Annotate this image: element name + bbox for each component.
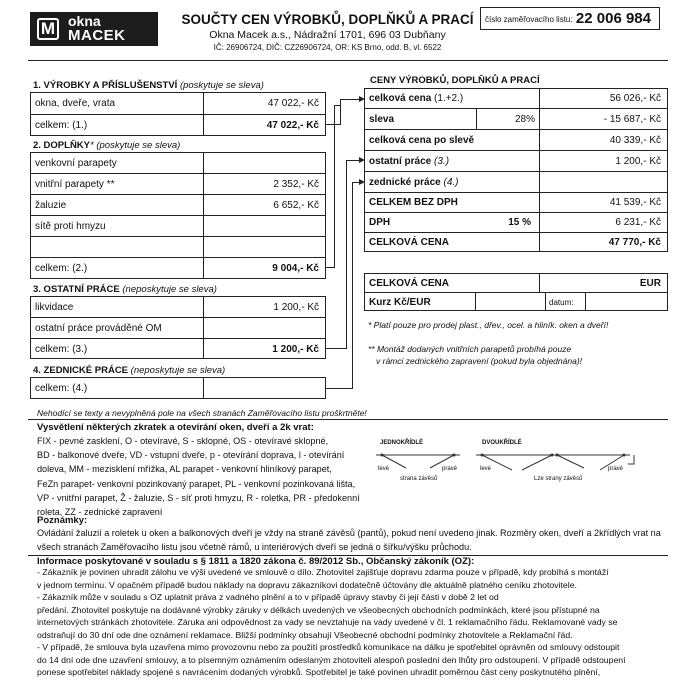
summary-discount-percent[interactable]: 28%: [514, 113, 535, 125]
summary-other-work-label-text: ostatní práce: [369, 155, 432, 167]
legend-hinge-label: strana závěsů: [400, 476, 438, 482]
s3-total-value: 1 200,- Kč: [272, 343, 319, 355]
summary-row-other-work: [365, 151, 667, 172]
legend-double-title: DVOUKŘÍDLÉ: [482, 440, 522, 446]
section-1-table: [30, 92, 326, 136]
notes-line: Ovládání žaluzií a roletek u oken a balkonových dveří je vždy na straně závěsů (pantů), pokud není uvedeno jinak. Rozměry oken, dveří a 2křídlých vrat na: [37, 528, 661, 538]
notes-line: všech stranách Zaměřovacího listu jsou včetně rámů, u interiérových dveří se jedná o šířku/výšku průchodu.: [37, 542, 472, 553]
section-2-row: [31, 216, 325, 237]
abbr-title: Vysvětlení některých zkratek a otevírání oken, dveří a 2k vrat:: [37, 422, 314, 433]
s2-row-label: žaluzie: [35, 199, 67, 211]
s3-row-label: likvidace: [35, 301, 74, 313]
document-title: SOUČTY CEN VÝROBKŮ, DOPLŇKŮ A PRACÍ: [181, 12, 474, 27]
section-3-row: [31, 318, 325, 339]
summary-other-work-label: [365, 151, 453, 171]
sheet-number-label: číslo zaměřovacího listu:: [485, 15, 573, 24]
s2-row-label: sítě proti hmyzu: [35, 220, 106, 232]
summary-row-total: [365, 89, 667, 109]
section-2-row: [31, 153, 325, 174]
s2-row-value[interactable]: 2 352,- Kč: [273, 178, 319, 190]
section-4-total-row: [31, 378, 325, 398]
legend-left-label: levé: [378, 466, 390, 472]
notes-title: Poznámky:: [37, 515, 88, 526]
summary-after-discount-value: 40 339,- Kč: [609, 134, 661, 146]
section-2-row: [31, 174, 325, 195]
date-value[interactable]: [585, 293, 667, 311]
section-1-title: [33, 80, 264, 91]
section-4-title-note: (neposkytuje se sleva): [130, 365, 226, 376]
summary-vat-value: 6 231,- Kč: [615, 217, 661, 228]
section-3-table: [30, 296, 326, 359]
summary-row-after-discount: [365, 130, 667, 151]
section-4-table: [30, 377, 326, 399]
company-ids: IČ: 26906724, DIČ: CZ26906724, OR: KS Brno, odd. B, vl. 6522: [213, 43, 442, 52]
s2-row-value[interactable]: [315, 153, 325, 173]
legend-double-hinge-label: Lze strany závěsů: [534, 476, 583, 482]
section-3-title-note: (neposkytuje se sleva): [122, 284, 217, 295]
summary-grand-total-label: CELKOVÁ CENA: [369, 237, 450, 248]
summary-grand-total-value: 47 770,- Kč: [608, 237, 661, 248]
sheet-number-value: 22 006 984: [575, 10, 651, 27]
eur-row: [365, 274, 667, 293]
section-1-title-note: (poskytuje se sleva): [179, 80, 264, 91]
legal-info-line: - V případě, že smlouva byla uzavřena mimo provozovnu nebo za použití prostředků komunikace na dálku je spotřebitel oprávněn od smlouvy odstoupit: [37, 642, 620, 652]
header-divider: [28, 60, 668, 61]
summary-row-vat: [365, 213, 667, 233]
section-2-total-row: [31, 258, 325, 279]
summary-row-masonry: [365, 172, 667, 193]
abbr-line: BD - balkonové dveře, VD - vstupní dveře, p - otevírání doprava, l - otevírání: [37, 450, 345, 461]
summary-other-work-value: 1 200,- Kč: [615, 155, 661, 167]
summary-without-vat-label: CELKEM BEZ DPH: [369, 197, 458, 208]
section-2-table: [30, 152, 326, 279]
s3-row-label: ostatní práce prováděné OM: [35, 322, 162, 334]
legal-info-line: ponese spotřebitel náklady spojené s navrácením dodaných výrobků. Spotřebitel je také povinen uhradit poměrnou část ceny poskytnutého plnění,: [37, 667, 601, 677]
note-sills-1: ** Montáž dodaných vnitřních parapetů probíhá pouze: [368, 344, 572, 354]
legal-info-line: - Zákazník může v souladu s OZ uplatnit práva z vadného plnění a to v případě úpravy stavby či její části v době 2 let od: [37, 592, 499, 602]
legal-info-line: v jednom termínu. V opačném případě budou náklady na dopravu zákazníkovi dodatečně účtovány dle aktuálně platného ceníku zhotovitele.: [37, 579, 577, 590]
section-2-title-text: 2. DOPLŇKY: [33, 140, 91, 151]
date-label: datum:: [549, 297, 574, 307]
summary-masonry-note: (4.): [443, 176, 459, 188]
sheet-number-box: [480, 7, 660, 30]
notes-text: [37, 526, 668, 554]
s2-row-value[interactable]: 6 652,- Kč: [273, 199, 319, 211]
legal-info-line: internetových stránkách zhotovitele. Záruka ani odpovědnost za vady se nevztahuje na vady uvedené v čl. 1 reklamačního řádu. Reklamované vady se: [37, 617, 618, 627]
abbr-line: FeZn parapet- venkovní pozinkovaný parapet, PL - venkovní pozinkovaná lišta,: [37, 478, 356, 489]
section-4-title: [33, 365, 225, 376]
section-3-row: [31, 297, 325, 318]
summary-vat-percent: 15 %: [508, 217, 531, 228]
price-summary-table: [364, 88, 668, 252]
s4-total-value[interactable]: [315, 378, 325, 398]
legal-info-line: odstraňují do 30 dní ode dne oznámení reklamace. Bližší podmínky obsahují Všeobecné obchodní podmínky zhotovitele a Reklamační řád.: [37, 629, 573, 640]
divider: [28, 419, 668, 420]
s1-total-value: 47 022,- Kč: [266, 120, 319, 131]
legend-single-title: JEDNOKŘÍDLÉ: [380, 440, 424, 446]
strike-note: Nehodící se texty a nevyplněná pole na všech stranách Zaměřovacího listu proškrtněte!: [37, 408, 367, 418]
right-title: CENY VÝROBKŮ, DOPLŇKŮ A PRACÍ: [370, 75, 540, 86]
s2-row-value[interactable]: [315, 237, 325, 257]
summary-total-value: 56 026,- Kč: [609, 93, 661, 104]
abbr-line: FIX - pevné zasklení, O - otevíravé, S - sklopné, OS - otevíravé sklopné,: [37, 436, 329, 446]
summary-row-grand-total: [365, 233, 667, 252]
s3-row-value[interactable]: [315, 318, 325, 338]
section-2-title-note: * (poskytuje se sleva): [90, 140, 181, 151]
section-1-total-row: [31, 115, 325, 136]
summary-discount-value: - 15 687,- Kč: [603, 113, 661, 125]
summary-vat-label: DPH: [369, 217, 391, 228]
legal-info-title: Informace poskytované v souladu s § 1811 a 1820 zákona č. 89/2012 Sb., Občanský zákoník (OZ):: [37, 556, 475, 567]
s2-row-label: venkovní parapety: [35, 157, 117, 169]
summary-without-vat-value: 41 539,- Kč: [609, 197, 661, 208]
note-sills-2: v rámci zednického zapravení (pokud byla objednána)!: [376, 356, 583, 366]
abbr-line: doleva, MM - mezisklení mřížka, AL parapet - venkovní hliníkový parapet,: [37, 464, 332, 475]
section-3-title-text: 3. OSTATNÍ PRÁCE: [33, 284, 120, 295]
summary-row-discount: [365, 109, 667, 130]
summary-row-without-vat: [365, 193, 667, 213]
opening-legend-diagram: [372, 440, 668, 485]
s1-row-value[interactable]: 47 022,- Kč: [267, 98, 319, 109]
s1-row-label: okna, dveře, vrata: [35, 98, 116, 109]
exchange-rate-value[interactable]: [475, 293, 545, 311]
section-3-title: [33, 284, 217, 295]
s2-total-value: 9 004,- Kč: [272, 263, 319, 274]
summary-masonry-label-text: zednické práce: [369, 176, 441, 188]
summary-discount-label: sleva: [369, 113, 395, 125]
summary-other-work-note: (3.): [434, 155, 450, 167]
section-1-title-text: 1. VÝROBKY A PŘÍSLUŠENSTVÍ: [33, 80, 178, 91]
summary-total-label-text: celková cena: [369, 93, 432, 104]
s2-row-label: [31, 237, 39, 257]
section-2-title: [33, 140, 180, 151]
logo-mark: M: [37, 18, 59, 40]
s3-row-value[interactable]: 1 200,- Kč: [273, 301, 319, 313]
section-1-row: [31, 93, 325, 115]
abbr-line: VP - vnitřní parapet, Ž - žaluzie, S - síť proti hmyzu, R - roletka, PR - předokenní: [37, 492, 360, 503]
logo-text-macek: MACEK: [68, 27, 126, 44]
s3-total-label: celkem: (3.): [35, 343, 88, 355]
company-address: Okna Macek a.s., Nádražní 1701, 696 03 Dubňany: [209, 29, 446, 41]
s2-row-label: vnitřní parapety **: [35, 178, 115, 190]
note-plastic-windows: * Platí pouze pro prodej plast., dřev., ocel. a hliník. oken a dveří!: [368, 320, 609, 330]
summary-total-note: (1.+2.): [434, 93, 464, 104]
exchange-rate-label: Kurz Kč/EUR: [369, 296, 431, 308]
legal-info-line: předání. Zhotovitel poskytuje na dodávané výrobky záruky v délkách uvedených ve všeobecných obchodních podmínkách, které jsou přístupné na: [37, 604, 600, 615]
s4-total-label: celkem: (4.): [35, 382, 88, 394]
legal-info-line: do 14 dní ode dne uzavření smlouvy, a to písemným oznámením odeslaným zhotoviteli alespoň poslední den lhůty pro odstoupení. V případě odstoupení: [37, 654, 626, 665]
eur-table: [364, 273, 668, 311]
section-2-row: [31, 195, 325, 216]
legend-right-label: pravé: [442, 466, 458, 472]
exchange-rate-row: [365, 293, 667, 311]
section-4-title-text: 4. ZEDNICKÉ PRÁCE: [33, 365, 129, 376]
summary-after-discount-label: celková cena po slevě: [369, 134, 475, 146]
logo-text-okna: okna: [68, 13, 101, 29]
legal-info-text: [37, 566, 668, 679]
legend-double-left-label: levé: [480, 466, 492, 472]
section-3-total-row: [31, 339, 325, 359]
summary-masonry-value: [657, 172, 667, 192]
summary-total-label: [365, 89, 467, 108]
s1-total-label: celkem: (1.): [35, 120, 88, 131]
abbr-line: roleta, ZZ - zednické zapravení: [37, 507, 163, 518]
eur-total-label: CELKOVÁ CENA: [369, 277, 450, 289]
legend-double-right-label: pravé: [608, 466, 624, 472]
legal-info-line: - Zákazník je povinen uhradit zálohu ve výši uvedené ve smlouvě o dílo. Zhotovitel zajišťuje dopravu zdarma pouze v případě, kdy probíhá s montáží: [37, 567, 609, 577]
summary-masonry-label: [365, 172, 463, 192]
abbr-text: [37, 434, 367, 519]
s2-total-label: celkem: (2.): [35, 263, 88, 274]
section-2-row: [31, 237, 325, 258]
eur-unit[interactable]: EUR: [639, 277, 661, 289]
company-logo: [30, 12, 158, 46]
s2-row-value[interactable]: [315, 216, 325, 236]
